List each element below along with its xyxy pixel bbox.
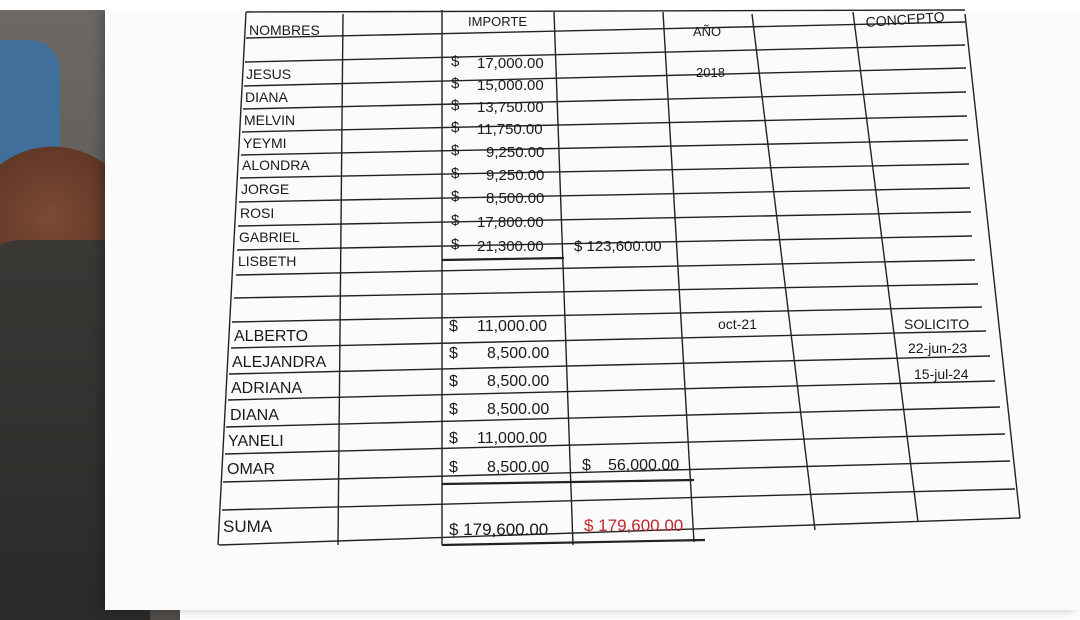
row-name: YEYMI: [243, 135, 287, 151]
grid-row-line: [225, 434, 1005, 454]
row-name: ALEJANDRA: [232, 354, 327, 371]
row-name: MELVIN: [244, 112, 296, 128]
grid-column-line: [554, 12, 573, 545]
row-name: LISBETH: [238, 253, 297, 269]
grid-row-line: [242, 116, 967, 132]
row-amount: 9,250.00: [486, 144, 545, 161]
header-anio: AÑO: [693, 24, 722, 39]
grid-column-line: [853, 12, 918, 522]
grid-row-line: [234, 284, 978, 298]
grid-row-line: [229, 356, 990, 374]
row-currency: $: [449, 459, 458, 476]
group2-year: oct-21: [718, 316, 757, 332]
row-amount: 8,500.00: [487, 345, 550, 362]
row-amount: 17,800.00: [477, 214, 544, 231]
subtotal-underline: [573, 480, 694, 482]
row-amount: 8,500.00: [487, 373, 550, 390]
row-amount: 8,500.00: [486, 190, 545, 207]
header-nombres: NOMBRES: [249, 22, 320, 38]
row-currency: $: [451, 188, 460, 205]
grid-row-line: [228, 381, 995, 400]
subtotal-underline: [442, 258, 564, 260]
row-name: ALONDRA: [242, 157, 310, 173]
row-currency: $: [449, 373, 458, 390]
row-amount: 11,000.00: [477, 430, 547, 447]
row-currency: $: [449, 345, 458, 362]
group1-year: 2018: [696, 65, 725, 80]
row-amount: 8,500.00: [487, 401, 550, 418]
suma-total: $ 179,600.00: [449, 520, 549, 539]
grid-row-line: [226, 407, 1000, 427]
grid-row-line: [246, 22, 965, 38]
row-currency: $: [451, 165, 460, 182]
grid-row-line: [241, 140, 968, 155]
row-name: OMAR: [227, 461, 275, 478]
row-currency: $: [451, 75, 460, 92]
grid-row-line: [222, 489, 1015, 510]
grid-row-line: [232, 307, 982, 322]
row-currency: $: [449, 430, 458, 447]
row-name: ALBERTO: [234, 328, 309, 345]
row-amount: 15,000.00: [477, 77, 544, 94]
group2-subtotal-amount: 56,000.00: [608, 457, 680, 474]
grid-column-line: [338, 14, 343, 545]
grid-row-line: [238, 212, 971, 226]
row-name: ROSI: [240, 205, 275, 221]
row-amount: 11,000.00: [477, 318, 547, 335]
row-amount: 13,750.00: [477, 99, 544, 116]
row-amount: 8,500.00: [487, 459, 550, 476]
row-name: JORGE: [241, 181, 290, 197]
row-amount: 11,750.00: [477, 121, 543, 138]
row-name: ADRIANA: [231, 380, 303, 397]
row-currency: $: [449, 401, 458, 418]
grid-row-line: [243, 92, 966, 109]
grid-row-line: [245, 45, 965, 62]
group1-subtotal: $ 123,600.00: [574, 238, 662, 255]
grid-row-line: [240, 164, 969, 178]
row-currency: $: [451, 119, 460, 136]
grid-row-line: [236, 260, 975, 275]
suma-total-red: $ 179,600.00: [584, 516, 684, 535]
row-currency: $: [451, 97, 460, 114]
row-name: DIANA: [245, 89, 288, 105]
group1-rows: [238, 53, 725, 269]
row-name: GABRIEL: [239, 229, 300, 245]
suma-label: SUMA: [223, 517, 273, 536]
header-concepto: CONCEPTO: [865, 8, 946, 30]
row-amount: 17,000.00: [477, 55, 544, 72]
concept-line: 22-jun-23: [908, 340, 968, 356]
row-currency: $: [451, 212, 460, 229]
grid-column-line: [965, 14, 1020, 518]
group2-subtotal-currency: $: [582, 457, 591, 474]
grid-row-line: [246, 10, 965, 12]
grid-row-line: [244, 68, 966, 86]
grid-row-line: [239, 188, 970, 202]
header-importe: IMPORTE: [468, 14, 527, 29]
row-currency: $: [451, 142, 460, 159]
row-name: YANELI: [228, 433, 284, 450]
grid-column-line: [752, 14, 815, 530]
subtotal-underline: [442, 482, 573, 484]
grid-row-line: [231, 331, 986, 348]
row-currency: $: [451, 236, 460, 253]
concept-line: 15-jul-24: [914, 366, 969, 382]
row-amount: 9,250.00: [486, 167, 545, 184]
row-amount: 21,300.00: [477, 238, 544, 255]
concept-line: SOLICITO: [904, 316, 970, 332]
row-currency: $: [451, 53, 460, 70]
row-name: JESUS: [246, 66, 292, 82]
row-name: DIANA: [230, 407, 279, 424]
row-currency: $: [449, 318, 458, 335]
